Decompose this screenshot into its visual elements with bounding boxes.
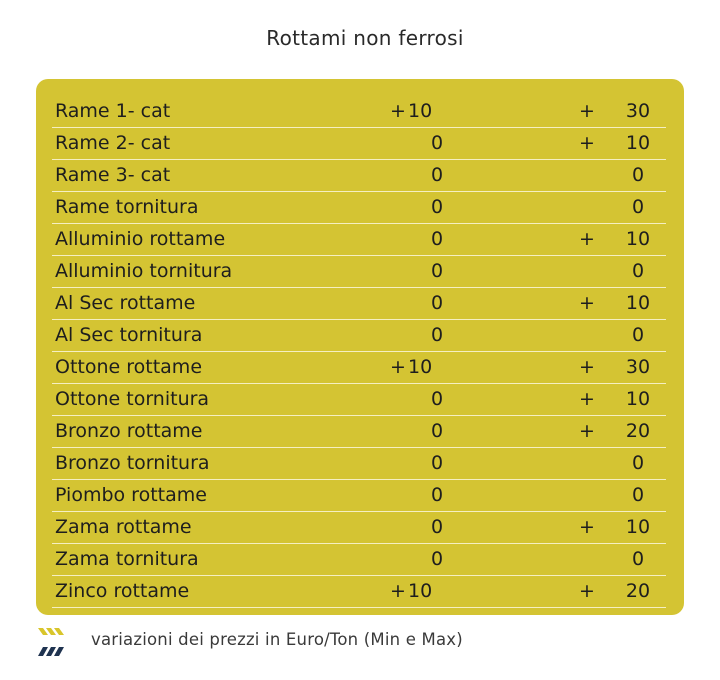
table-row: [52, 320, 666, 352]
material-name: Bronzo tornitura: [55, 452, 210, 474]
material-name: Bronzo rottame: [55, 420, 203, 442]
table-row: [52, 576, 666, 608]
max-value: 30: [625, 356, 651, 378]
material-name: Al Sec tornitura: [55, 324, 203, 346]
material-name: Al Sec rottame: [55, 292, 196, 314]
footer-note: variazioni dei prezzi in Euro/Ton (Min e Max): [91, 630, 463, 649]
max-sign: +: [579, 132, 595, 154]
max-value: 20: [625, 580, 651, 602]
page-title: Rottami non ferrosi: [266, 26, 464, 50]
max-value: 0: [631, 260, 645, 282]
table-row: [52, 96, 666, 128]
max-value: 10: [625, 228, 651, 250]
material-name: Zama tornitura: [55, 548, 199, 570]
min-sign: +: [390, 580, 406, 602]
max-sign: +: [579, 580, 595, 602]
min-value: 0: [430, 516, 444, 538]
chevrons-logo-icon: [36, 626, 70, 662]
max-sign: +: [579, 292, 595, 314]
max-sign: +: [579, 388, 595, 410]
min-value: 10: [408, 356, 433, 378]
table-row: [52, 224, 666, 256]
min-sign: +: [390, 356, 406, 378]
max-value: 10: [625, 292, 651, 314]
table-row: [52, 160, 666, 192]
table-row: [52, 544, 666, 576]
table-row: [52, 384, 666, 416]
material-name: Rame 3- cat: [55, 164, 171, 186]
min-sign: +: [390, 100, 406, 122]
table-row: [52, 192, 666, 224]
max-value: 20: [625, 420, 651, 442]
table-row: [52, 448, 666, 480]
min-value: 0: [430, 420, 444, 442]
material-name: Rame 1- cat: [55, 100, 171, 122]
max-sign: +: [579, 356, 595, 378]
min-value: 0: [430, 228, 444, 250]
material-name: Rame tornitura: [55, 196, 199, 218]
table-row: [52, 256, 666, 288]
min-value: 10: [408, 580, 433, 602]
material-name: Piombo rottame: [55, 484, 207, 506]
table-row: [52, 128, 666, 160]
min-value: 10: [408, 100, 433, 122]
max-value: 0: [631, 324, 645, 346]
max-value: 10: [625, 516, 651, 538]
material-name: Rame 2- cat: [55, 132, 171, 154]
table-row: [52, 512, 666, 544]
max-sign: +: [579, 420, 595, 442]
max-sign: +: [579, 228, 595, 250]
max-value: 10: [625, 388, 651, 410]
min-value: 0: [430, 484, 444, 506]
table-row: [52, 352, 666, 384]
max-value: 0: [631, 164, 645, 186]
price-table: [52, 96, 666, 608]
max-sign: +: [579, 516, 595, 538]
material-name: Ottone rottame: [55, 356, 203, 378]
max-value: 0: [631, 452, 645, 474]
table-row: [52, 416, 666, 448]
min-value: 0: [430, 132, 444, 154]
material-name: Zama rottame: [55, 516, 192, 538]
max-value: 0: [631, 484, 645, 506]
max-value: 0: [631, 548, 645, 570]
min-value: 0: [430, 548, 444, 570]
max-value: 30: [625, 100, 651, 122]
min-value: 0: [430, 452, 444, 474]
table-row: [52, 288, 666, 320]
min-value: 0: [430, 164, 444, 186]
min-value: 0: [430, 388, 444, 410]
min-value: 0: [430, 196, 444, 218]
min-value: 0: [430, 260, 444, 282]
material-name: Alluminio rottame: [55, 228, 226, 250]
max-value: 0: [631, 196, 645, 218]
table-row: [52, 480, 666, 512]
price-table-panel: [36, 79, 684, 615]
max-value: 10: [625, 132, 651, 154]
material-name: Alluminio tornitura: [55, 260, 233, 282]
min-value: 0: [430, 292, 444, 314]
max-sign: +: [579, 100, 595, 122]
min-value: 0: [430, 324, 444, 346]
material-name: Ottone tornitura: [55, 388, 210, 410]
material-name: Zinco rottame: [55, 580, 190, 602]
